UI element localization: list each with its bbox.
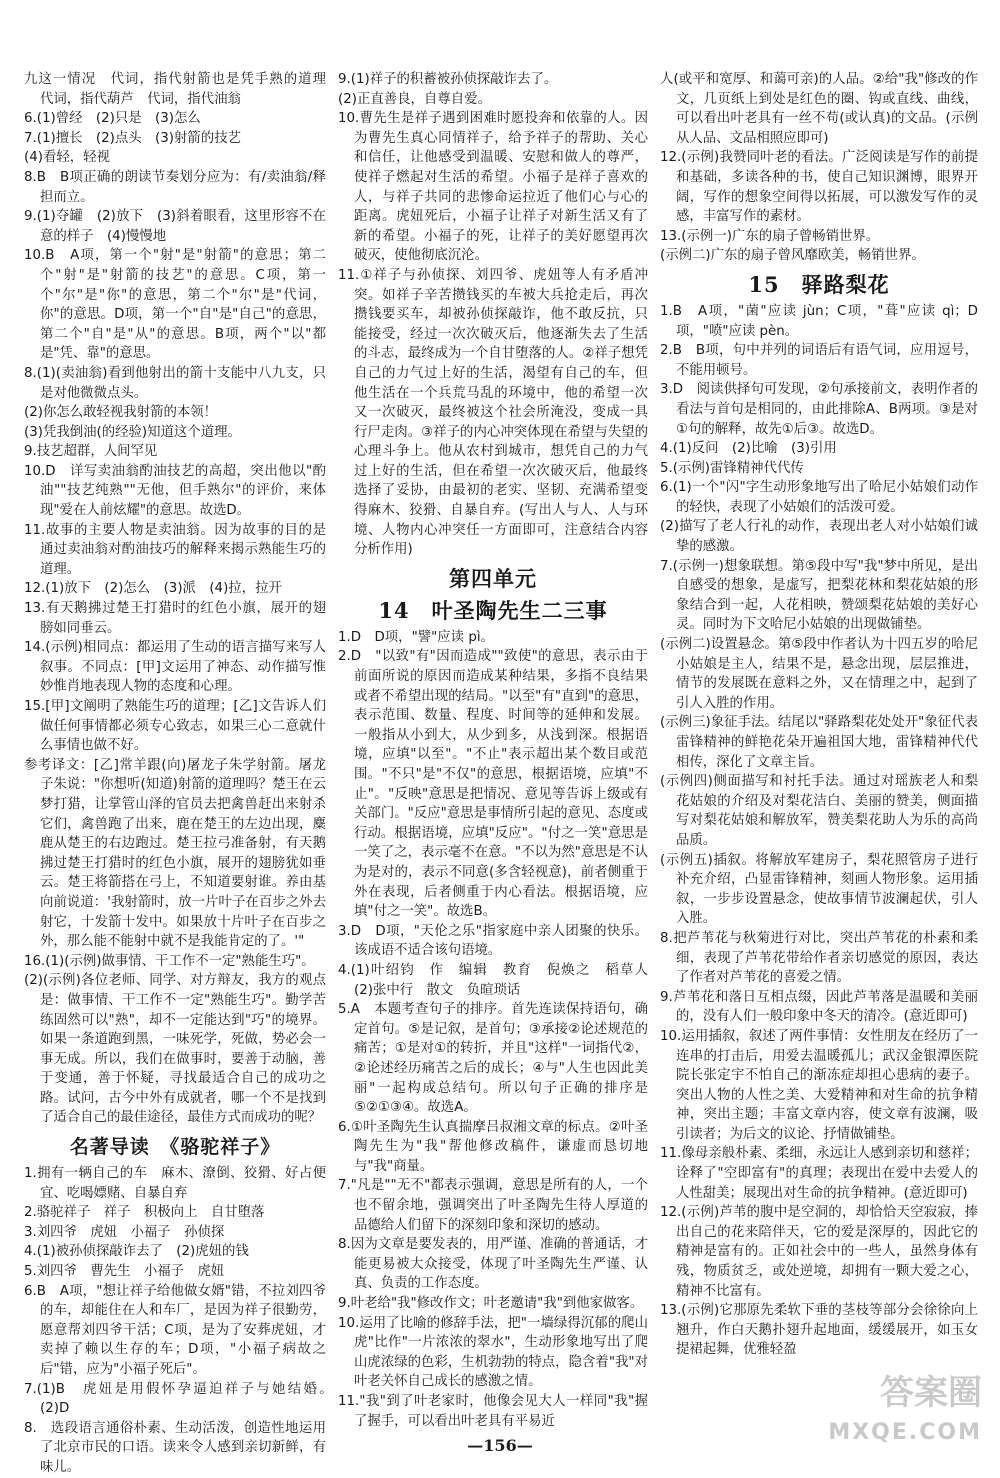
answer-item: 8.(1)(卖油翁)看到他射出的箭十支能中八九支，只是对他微微点头。 [24, 365, 326, 401]
answer-item: 2.D "以致"有"因而造成""致使"的意思，表示由于前面所说的原因而造成某种结果，多指不良结果或者不希望出现的结局。"以至"有"直到"的意思，表示范围、数量、程度、时间等的延伸和发展。一般指从小到大，从少到多，从浅到深。根据语境，应填"以至"。"不止"表示超出某个数目或范围。"不只"是"不仅"的意思，根据语境，应填"不止"。"反映"意思是把情况、意见等告诉上级或有关部门。"反应"意思是事情所引起的意见、态度或行动。根据语境，应填"反应"。"付之一笑"意思是一笑了之，表示毫不在意。"不以为然"意思是不认为是对的，表示不同意(多含轻视意)，前者侧重于外在表现，后者侧重于内心看法。根据语境，应填"付之一笑"。故选B。 [338, 649, 648, 920]
answer-item: 10.D 详写卖油翁酌油技艺的高超，突出他以"酌油""技艺纯熟""无他，但手熟尔"的评价，来体现"爱在人前炫耀"的意思。故选D。 [24, 463, 326, 519]
answer-item: 12.(示例)我赞同叶老的看法。广泛阅读是写作的前提和基础，多读各种的书，使自己知识渊博，眼界开阔，写作的想象空间得以拓展，可以激发写作的灵感，丰富写作的素材。 [660, 150, 978, 225]
answer-item: 九这一情况 代词，指代射箭也是凭手熟的道理 代词，指代葫芦 代词，指代油翁 [24, 72, 340, 107]
answer-item: 1.D D项，"譬"应读 pì。 [338, 629, 494, 645]
column-middle [338, 70, 662, 1430]
answer-item: 15.[甲]文阐明了熟能生巧的道理；[乙]文告诉人们做任何事情都必须专心致志，如果三心二意就什么事情也做不好。 [24, 699, 326, 754]
section-title: 第四单元 [449, 565, 537, 591]
watermark-text: 答案圈 [880, 1373, 982, 1413]
answer-item: 11.像母亲般朴素、柔细，永远让人感到亲切和慈祥；诠释了"空即富有"的真理；表现出在爱中去爱人的人性甜美；展现出对生命的抗争精神。(意近即可) [660, 1146, 978, 1201]
answer-item: 11.①祥子与孙侦探、刘四爷、虎妞等人有矛盾冲突。如祥子辛苦攒钱买的车被大兵抢走后，再次攒钱要买车，却被孙侦探敲诈，他不敢反抗，只能接受，经过一次次破灭后，他逐渐失去了生活的斗志，最终成为一个自甘堕落的人。②祥子想凭自己的力气过上好的生活，渴望有自己的车，但他生活在一个兵荒马乱的环境中，他的希望一次又一次破灭，最终被这个社会所淹没，变成一具行尸走肉。③祥子的内心冲突体现在希望与失望的心理斗争上。他从农村到城市，想凭自己的力气过上好的生活，但在希望一次次破灭后，他最终选择了妥协，由最初的老实、坚韧、充满希望变得麻木、狡猾、自暴自弃。(写出人与人、人与环境、人物内心冲突任一方面即可，注意结合内容分析作用) [338, 267, 648, 558]
answer-item: 9.(1)祥子的积蓄被孙侦探敲诈去了。 [338, 72, 558, 87]
column-right [660, 70, 978, 1430]
answer-item: 3.D 阅读供择句可发现，②句承接前文，表明作者的看法与首句是相同的，由此排除A、B两项。③是对①句的解释，故先①后③。故选D。 [660, 382, 978, 437]
watermark-logo [752, 1373, 982, 1463]
answer-item: 6.(1)一个"闪"字生动形象地写出了哈尼小姑娘们动作的轻快，表现了小姑娘们的活泼可爱。 [660, 480, 978, 515]
answer-item: 1.B A项，"菌"应读 jùn；C项，"葺"应读 qì；D项，"喷"应读 pèn。 [660, 303, 978, 339]
answer-item: (2)正直善良，自尊自爱。 [338, 91, 491, 107]
answer-item: 10.运用插叙，叙述了两件事情：女性朋友在经历了一连串的打击后，用爱去温暖孤儿；武汉金银潭医院院长张定宇不怕自己的渐冻症却担心患病的妻子。突出人物的人性之美、大爱精神和对生命的抗争精神，突出主题；丰富文章内容，使文章有波澜，吸引读者；为后文的议论、抒情做铺垫。 [660, 1028, 978, 1142]
answer-item: 8.因为文章是要发表的，用严谨、准确的普通话，才能更易被大众接受，体现了叶圣陶先生严谨、认真、负责的工作态度。 [338, 1237, 648, 1292]
answer-item: 8.B B项正确的朗读节奏划分应为：有/卖油翁/释担而立。 [24, 169, 326, 205]
answer-item: (示例三)象征手法。结尾以"驿路梨花处处开"象征代表雷锋精神的鲜艳花朵开遍祖国大地，雷锋精神代代相传，深化了文章主旨。 [660, 715, 978, 770]
page-number: —156— [467, 1436, 533, 1455]
answer-item: 6.①叶圣陶先生认真揣摩吕叔湘文章的标点。②叶圣陶先生为"我"帮他修改稿件，谦虚而恳切地与"我"商量。 [338, 1119, 648, 1174]
answer-item: 13.有天鹅拂过楚王打猎时的红色小旗，展开的翅膀如同垂云。 [24, 601, 326, 636]
column-left [24, 70, 340, 1475]
answer-item: 12.(示例)芦苇的腹中是空洞的，却恰恰天空寂寂，捧出自己的花来陪伴天，它的爱是深厚的，因此它的精神是富有的。正如社会中的一些人，虽然身体有残，物质贫乏，或处逆境，却拥有一颗大爱之心，精神不比富有。 [660, 1205, 978, 1299]
answer-item: 6.(1)曾经 (2)只是 (3)怎么 [24, 111, 201, 127]
section-title: 15 驿路梨花 [748, 271, 890, 297]
watermark-url: MXQE.COM [828, 1420, 982, 1445]
answer-item: 4.(1)叶绍钧 作 编辑 教育 倪焕之 稻草人 (2)张中行 散文 负暄琐话 [338, 962, 662, 998]
answer-item: 9.技艺超群，人间罕见 [24, 444, 158, 460]
answer-item: 7.(1)擅长 (2)点头 (3)射箭的技艺 [24, 130, 241, 146]
answer-item: (示例四)侧面描写和衬托手法。通过对瑶族老人和梨花姑娘的介绍及对梨花洁白、美丽的赞美，侧面描写对梨花姑娘和解放军，赞美梨花助人为乐的高尚品质。 [660, 774, 978, 848]
answer-item: 1.拥有一辆自己的车 麻木、潦倒、狡猾、好占便宜、吃喝嫖赌、自暴自弃 [24, 1166, 326, 1201]
answer-item: 4.(1)被孙侦探敲诈去了 (2)虎妞的钱 [24, 1244, 249, 1260]
answer-item: (2)描写了老人行礼的动作，表现出老人对小姑娘们诚挚的感激。 [660, 519, 978, 555]
answer-item: 2.B B项，句中并列的词语后有语气词，应用逗号，不能用顿号。 [660, 343, 978, 378]
answer-item: 6.B A项，"想让祥子给他做女婿"错，不拉刘四爷的车，却能住在人和车厂，是因为祥子很勤劳，愿意帮刘四爷干活；C项，是为了安葬虎妞，才卖掉了赖以生存的车；D项，"小福子病故之后"错，应为"小福子死后"。 [24, 1283, 326, 1377]
answer-item: 8.把芦苇花与秋菊进行对比，突出芦苇花的朴素和柔细，表现了芦苇花带给作者亲切感觉的原因，表达了作者对芦苇花的喜爱之情。 [660, 930, 978, 986]
answer-item: 10.B A项，第一个"射"是"射箭"的意思；第二个"射"是"射箭的技艺"的意思。C项，第一个"尔"是"你"的意思，第二个"尔"是"代词，你"的意思。D项，第一个"自"是"自己"的意思，第二个"自"是"从"的意思。B项，两个"以"都是"凭、靠"的意思。 [24, 248, 326, 362]
answer-item: (3)凭我倒油(的经验)知道这个道理。 [24, 424, 241, 440]
answer-item: (2)你怎么敢轻视我射箭的本领！ [24, 405, 218, 421]
answer-item: (示例五)插叙。将解放军建房子，梨花照管房子进行补充介绍，凸显雷锋精神，刻画人物形象。运用插叙，一步步设置悬念，使故事情节波澜起伏，引人入胜。 [660, 852, 978, 927]
answer-item: 人(或平和宽厚、和蔼可亲)的人品。②给"我"修改的作文，几页纸上到处是红色的圈、钩或直线、曲线，可以看出叶老具有一丝不苟(或认真)的文品。(示例从人品、文品相照应即可) [660, 72, 978, 146]
answer-item: 4.(1)反问 (2)比喻 (3)引用 [660, 441, 837, 457]
answer-item: 3.D D项，"天伦之乐"指家庭中亲人团聚的快乐。该成语不适合该句语境。 [338, 923, 648, 959]
answer-item: 10.运用了比喻的修辞手法，把"一墙绿得沉郁的爬山虎"比作"一片浓浓的翠水"，生动形象地写出了爬山虎浓绿的色彩，生机勃勃的特点，隐含着"我"对叶老关怀自己成长的感激之情。 [338, 1315, 648, 1390]
answer-item: 9.(1)夺罐 (2)放下 (3)斜着眼看，这里形容不在意的样子 (4)慢慢地 [24, 209, 326, 244]
answer-item: 10.曹先生是祥子遇到困难时愿投奔和依靠的人。因为曹先生真心同情祥子，给予祥子的帮助、关心和信任，让他感受到温暖、安慰和做人的尊严，使祥子燃起对生活的希望。小福子是祥子喜欢的人，与祥子共同的悲惨命运拉近了他们心与心的距离。虎妞死后，小福子让祥子对新生活又有了新的希望。小福子的死，让祥子的美好愿望再次破灭，使他彻底沉沦。 [338, 111, 648, 264]
answer-item: 7.(示例一)想象联想。第⑤段中写"我"梦中所见，是出自感受的想象，是虚写，把梨花林和梨花姑娘的形象结合到一起，人花相映，赞颂梨花姑娘的美好心灵。同时为下文哈尼小姑娘的出现做铺垫。 [660, 558, 978, 633]
section-title: 14 叶圣陶先生二三事 [378, 597, 608, 623]
answer-item: 2.骆驼祥子 祥子 积极向上 自甘堕落 [24, 1205, 265, 1221]
answer-item: 11."我"到了叶老家时，他像会见大人一样同"我"握了握手，可以看出叶老具有平易近 [338, 1394, 648, 1429]
answer-item: 9.芦苇花和落日互相点缀，因此芦苇落是温暖和美丽的，没有人们一般印象中冬天的清冷。(意近即可) [660, 989, 978, 1025]
answer-item: 7."凡是""无不"都表示强调，意思是所有的人，一个也不留余地，强调突出了叶圣陶先生待人厚道的品德给人们留下的深刻印象和深切的感动。 [338, 1178, 648, 1233]
answer-item: 12.(1)放下 (2)怎么 (3)派 (4)拉，拉开 [24, 581, 282, 597]
answer-item: 13.(示例)它那原先柔软下垂的茎枝等部分会徐徐向上翘升，作白天鹅扑翅升起地面，缓缓展开，如玉女提裙起舞，优雅轻盈 [660, 1303, 978, 1358]
answer-item: 13.(示例一)广东的扇子曾畅销世界。 [660, 228, 880, 244]
answer-item: 14.(示例)相同点：都运用了生动的语言描写来写人叙事。不同点：[甲]文运用了神态、动作描写惟妙惟肖地表现人物的态度和心理。 [24, 640, 326, 695]
answer-item: (示例二)广东的扇子曾风靡欧美，畅销世界。 [660, 248, 925, 264]
answer-item: 16.(1)(示例)做事情、干工作不一定"熟能生巧"。 [24, 953, 315, 969]
answer-item: (示例二)设置悬念。第⑤段中作者认为十四五岁的哈尼小姑娘是主人，结果不是，悬念出现，层层推进，情节的发展既在意料之外，又在情理之中，起到了引人入胜的作用。 [660, 637, 978, 711]
answer-item: 5.(示例)雷锋精神代代传 [660, 460, 804, 476]
answer-item: (4)看轻，轻视 [24, 150, 110, 166]
answer-item: 3.刘四爷 虎妞 小福子 孙侦探 [24, 1224, 225, 1240]
answer-item: 5.A 本题考查句子的排序。首先连读保持语句，确定首句。⑤是记叙，是首句；③承接②论述规范的痛苦；①是对①的转折，并且"这样"一词指代②，②论述经历痛苦之后的成长；④与"人生也因此美丽"一起构成总结句。所以句子正确的排序是⑤②①③④。故选A。 [338, 1002, 648, 1116]
answer-item: 8. 选段语言通俗朴素、生动活泼，创造性地运用了北京市民的口语。读来令人感到亲切新鲜，有味儿。 [24, 1420, 326, 1475]
answer-item: 参考译文：[乙]常羊跟(向)屠龙子朱学射箭。屠龙子朱说："你想听(知道)射箭的道理吗？楚王在云梦打猎，让掌管山泽的官员去把禽兽赶出来射杀它们，禽兽跑了出来，鹿在楚王的左边出现，麋鹿从楚王的右边跑过。楚王拉弓准备射，有天鹅拂过楚王打猎时的红色小旗，展开的翅膀犹如垂云。楚王将箭搭在弓上，不知道要射谁。养由基向前说道：'我射箭时，放一片叶子在百步之外去射它，十发箭十发中。如果放十片叶子在百步之外，那么能不能射中就不是我能肯定的了。'" [24, 757, 326, 950]
answer-item: 5.刘四爷 曹先生 小福子 虎妞 [24, 1264, 225, 1280]
section-title: 名著导读 《骆驼祥子》 [69, 1136, 281, 1159]
answer-item: (2)(示例)各位老师、同学、对方辩友，我方的观点是：做事情、干工作不一定"熟能生巧"。勤学苦练固然可以"熟"，却不一定能达到"巧"的境界。如果一条道跑到黑，一味死学，死做，势必会一事无成。所以，我们在做事时，要善于动脑，善于变通，善于怀疑，寻找最适合自己的成功之路。试问，古今中外有成就者，哪一个不是找到了适合自己的最佳途径，最佳方式而成功的呢？ [24, 973, 326, 1126]
answer-item: 9.叶老给"我"修改作文；叶老邀请"我"到他家做客。 [338, 1296, 644, 1312]
answer-item: 7.(1)B 虎妞是用假怀孕逼迫祥子与她结婚。 (2)D [24, 1381, 340, 1417]
answer-item: 11.故事的主要人物是卖油翁。因为故事的目的是通过卖油翁对酌油技巧的解释来揭示熟能生巧的道理。 [24, 522, 326, 577]
